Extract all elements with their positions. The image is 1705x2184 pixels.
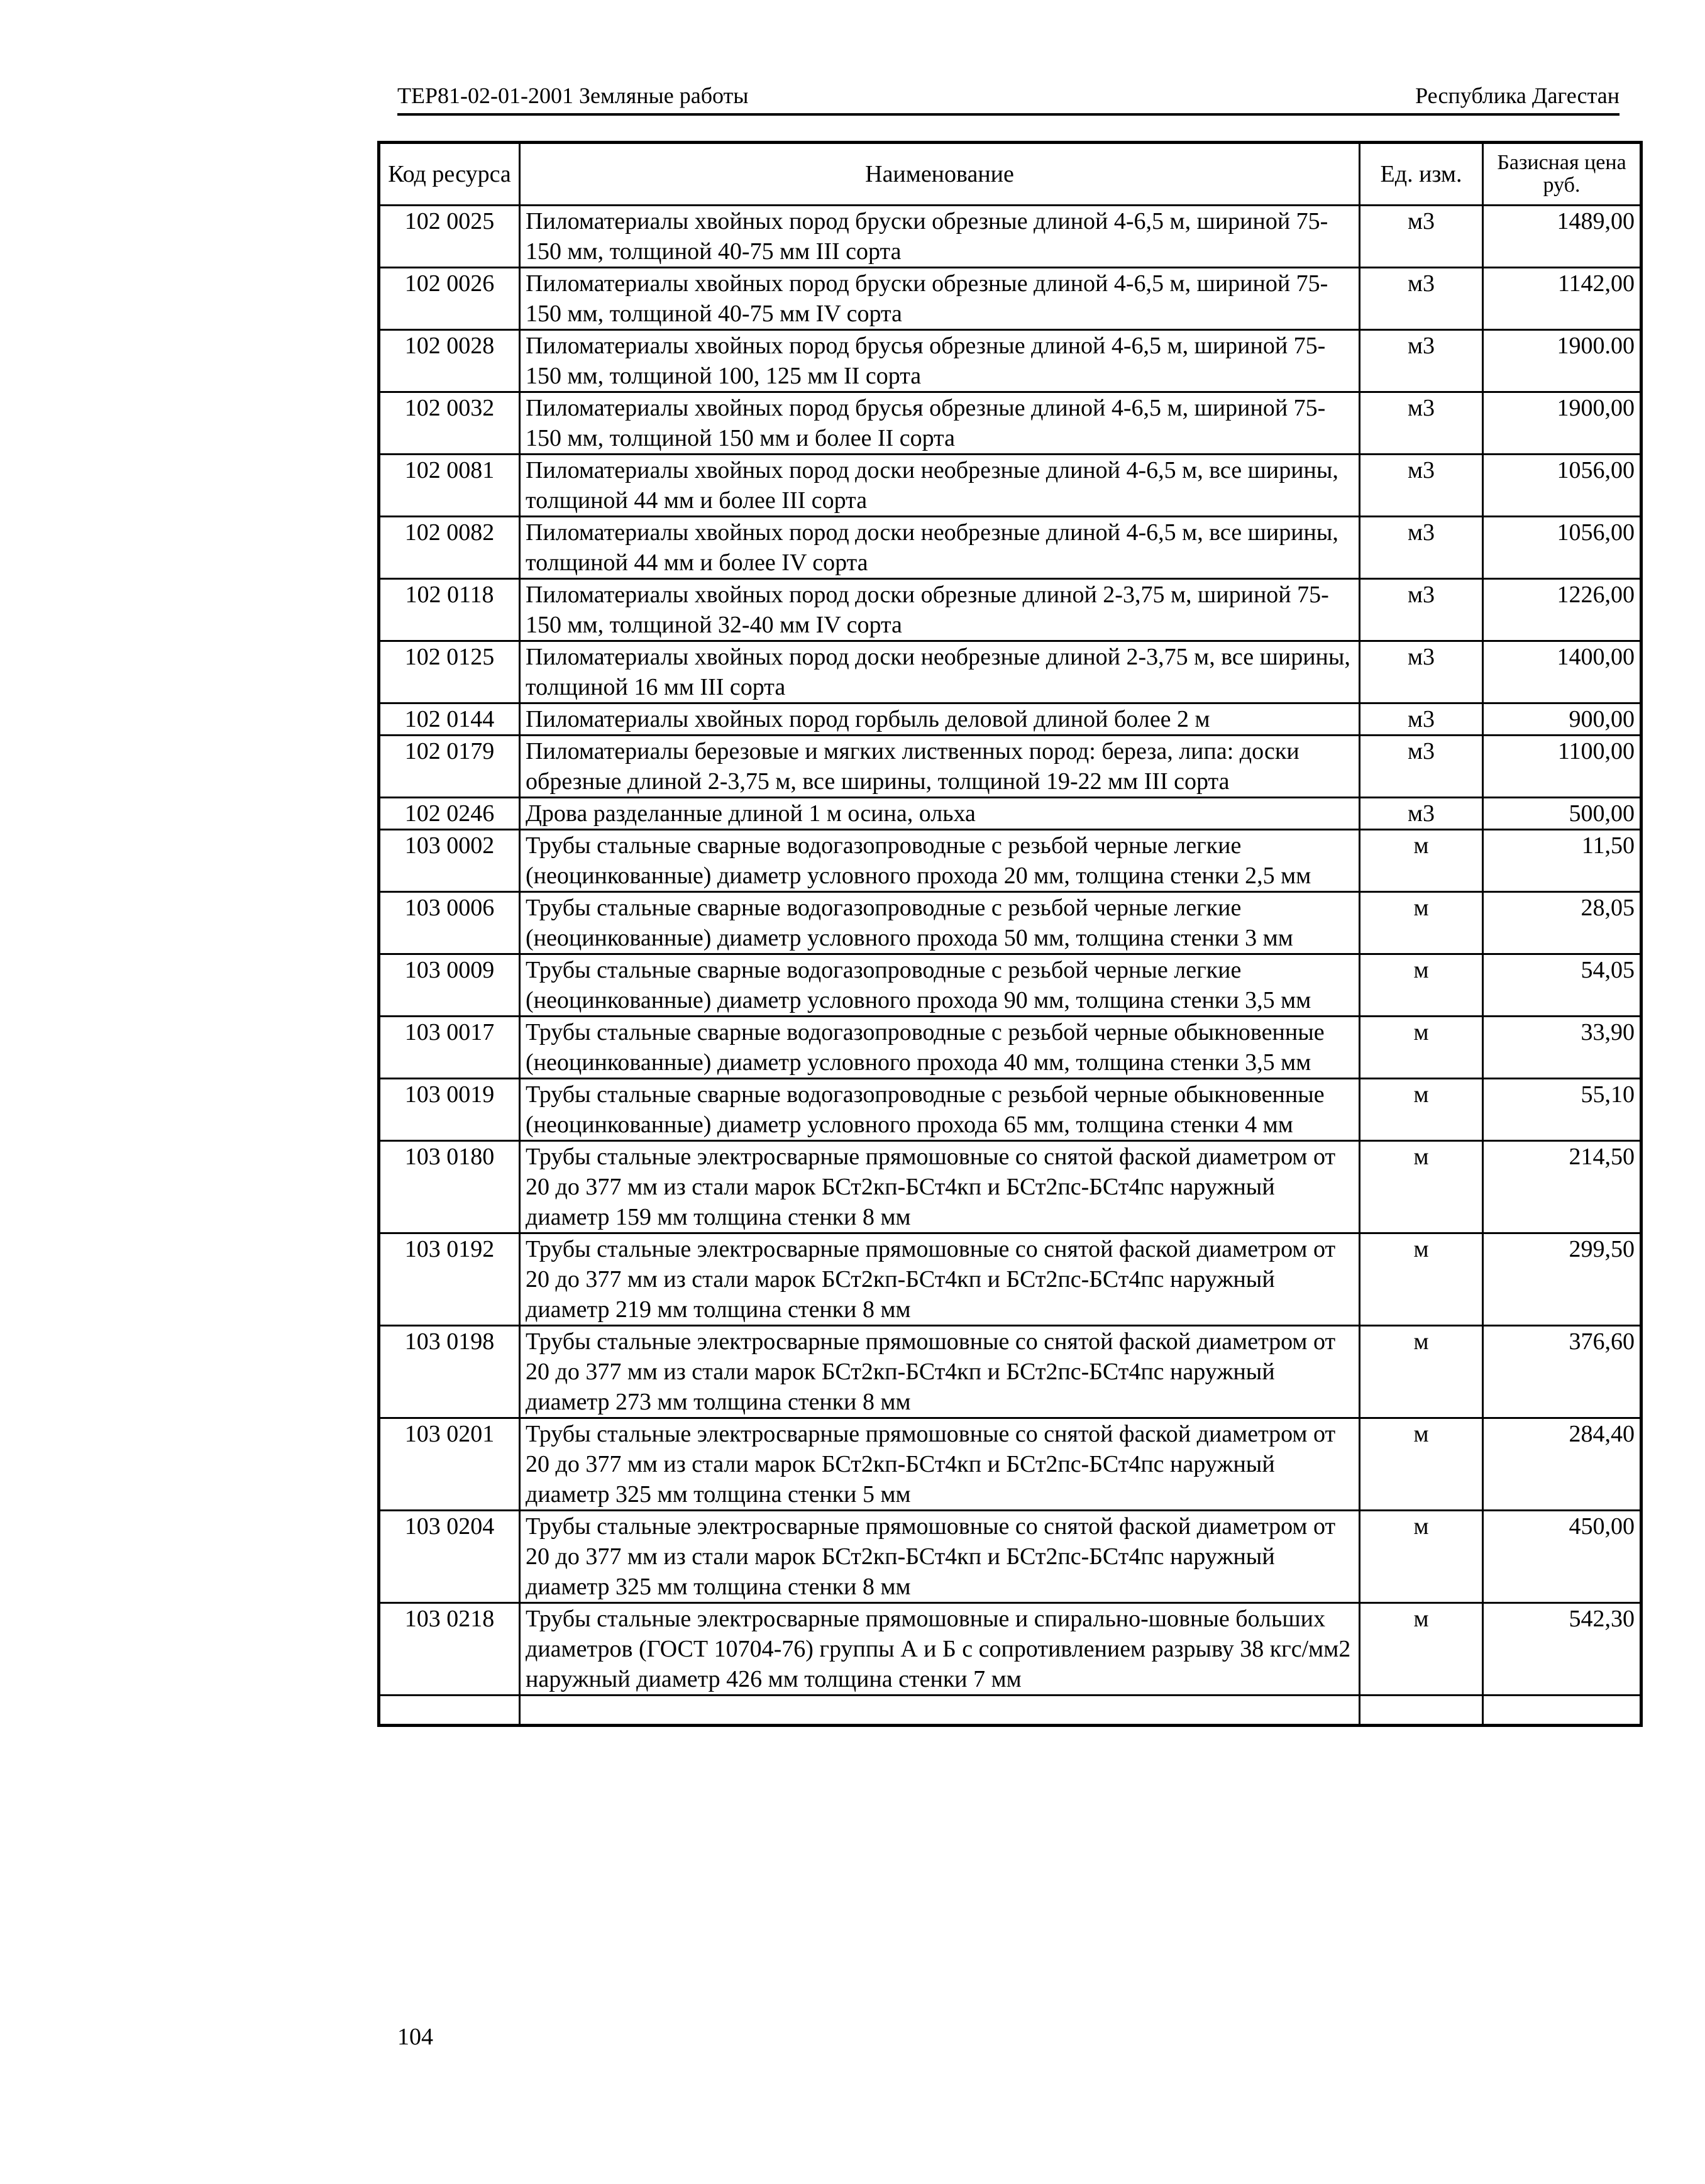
table-cell-code: 103 0218: [379, 1603, 520, 1696]
resource-price-table: [377, 141, 1643, 1727]
table-cell-name: Трубы стальные электросварные прямошовные и спирально-шовные больших диаметров (ГОСТ 10704-76) группы А и Б с сопротивлением разрыву 38 кгс/мм2 наружный диаметр 426 мм толщина стенки 7 мм: [520, 1603, 1360, 1696]
table-cell-name: Трубы стальные сварные водогазопроводные с резьбой черные легкие (неоцинкованные) диаметр условного прохода 90 мм, толщина стенки 3,5 мм: [520, 954, 1360, 1017]
table-row: [379, 206, 1642, 268]
table-cell-unit: м: [1360, 1326, 1483, 1418]
table-row: [379, 1511, 1642, 1603]
table-cell-code: 102 0028: [379, 330, 520, 392]
table-cell-code: [379, 1696, 520, 1726]
column-header-unit: Ед. изм.: [1360, 143, 1483, 206]
table-cell-code: 102 0026: [379, 268, 520, 330]
table-cell-name: Пиломатериалы хвойных пород доски обрезные длиной 2-3,75 м, шириной 75-150 мм, толщиной 32-40 мм IV сорта: [520, 579, 1360, 641]
table-cell-unit: м3: [1360, 517, 1483, 579]
page-header: [397, 78, 1619, 116]
table-cell-name: Пиломатериалы хвойных пород горбыль деловой длиной более 2 м: [520, 703, 1360, 736]
table-row: [379, 954, 1642, 1017]
table-cell-code: 103 0198: [379, 1326, 520, 1418]
column-header-price: Базисная цена руб.: [1483, 143, 1642, 206]
table-cell-code: 103 0201: [379, 1418, 520, 1511]
table-cell-code: 102 0081: [379, 455, 520, 517]
table-cell-price: 542,30: [1483, 1603, 1642, 1696]
table-cell-unit: м: [1360, 1511, 1483, 1603]
table-cell-name: [520, 1696, 1360, 1726]
table-cell-name: Пиломатериалы березовые и мягких лиственных пород: береза, липа: доски обрезные длиной 2-3,75 м, все ширины, толщиной 19-22 мм III сорта: [520, 736, 1360, 798]
region-title: Республика Дагестан: [1415, 83, 1619, 108]
table-row: [379, 703, 1642, 736]
table-cell-unit: м3: [1360, 268, 1483, 330]
page-number: 104: [397, 2024, 433, 2050]
table-cell-unit: [1360, 1696, 1483, 1726]
table-row: [379, 330, 1642, 392]
table-cell-unit: м: [1360, 1141, 1483, 1233]
table-cell-code: 102 0118: [379, 579, 520, 641]
table-cell-name: Дрова разделанные длиной 1 м осина, ольха: [520, 798, 1360, 830]
table-cell-unit: м3: [1360, 641, 1483, 703]
table-header-row: [379, 143, 1642, 206]
column-header-name: Наименование: [520, 143, 1360, 206]
table-cell-code: 103 0017: [379, 1017, 520, 1079]
table-cell-price: 284,40: [1483, 1418, 1642, 1511]
table-cell-price: 1900.00: [1483, 330, 1642, 392]
table-cell-price: 54,05: [1483, 954, 1642, 1017]
table-cell-unit: м: [1360, 1603, 1483, 1696]
table-cell-unit: м: [1360, 892, 1483, 954]
table-cell-code: 103 0019: [379, 1079, 520, 1141]
table-cell-code: 102 0246: [379, 798, 520, 830]
table-cell-name: Трубы стальные сварные водогазопроводные с резьбой черные легкие (неоцинкованные) диаметр условного прохода 20 мм, толщина стенки 2,5 мм: [520, 830, 1360, 892]
table-cell-code: 103 0180: [379, 1141, 520, 1233]
table-cell-unit: м: [1360, 954, 1483, 1017]
table-cell-price: 1142,00: [1483, 268, 1642, 330]
table-cell-price: 299,50: [1483, 1233, 1642, 1326]
table-row: [379, 517, 1642, 579]
table-row: [379, 641, 1642, 703]
table-cell-name: Пиломатериалы хвойных пород доски необрезные длиной 2-3,75 м, все ширины, толщиной 16 мм III сорта: [520, 641, 1360, 703]
table-cell-name: Трубы стальные электросварные прямошовные со снятой фаской диаметром от 20 до 377 мм из стали марок БСт2кп-БСт4кп и БСт2пс-БСт4пс наружный диаметр 159 мм толщина стенки 8 мм: [520, 1141, 1360, 1233]
table-cell-code: 102 0179: [379, 736, 520, 798]
table-cell-name: Трубы стальные электросварные прямошовные со снятой фаской диаметром от 20 до 377 мм из стали марок БСт2кп-БСт4кп и БСт2пс-БСт4пс наружный диаметр 273 мм толщина стенки 8 мм: [520, 1326, 1360, 1418]
table-cell-price: 450,00: [1483, 1511, 1642, 1603]
table-cell-unit: м3: [1360, 330, 1483, 392]
table-cell-unit: м3: [1360, 392, 1483, 455]
table-cell-code: 103 0002: [379, 830, 520, 892]
table-cell-unit: м: [1360, 1017, 1483, 1079]
table-cell-price: 1056,00: [1483, 517, 1642, 579]
table-cell-name: Пиломатериалы хвойных пород брусья обрезные длиной 4-6,5 м, шириной 75-150 мм, толщиной 100, 125 мм II сорта: [520, 330, 1360, 392]
table-cell-unit: м3: [1360, 798, 1483, 830]
table-cell-price: 1900,00: [1483, 392, 1642, 455]
table-cell-code: 102 0144: [379, 703, 520, 736]
table-row: [379, 1141, 1642, 1233]
table-cell-code: 102 0032: [379, 392, 520, 455]
table-cell-name: Пиломатериалы хвойных пород доски необрезные длиной 4-6,5 м, все ширины, толщиной 44 мм и более IV сорта: [520, 517, 1360, 579]
table-row: [379, 268, 1642, 330]
table-cell-code: 103 0006: [379, 892, 520, 954]
table-cell-unit: м: [1360, 1233, 1483, 1326]
table-cell-code: 102 0025: [379, 206, 520, 268]
column-header-code: Код ресурса: [379, 143, 520, 206]
table-row: [379, 736, 1642, 798]
table-row-empty: [379, 1696, 1642, 1726]
table-cell-price: 500,00: [1483, 798, 1642, 830]
table-cell-price: 900,00: [1483, 703, 1642, 736]
table-cell-unit: м3: [1360, 579, 1483, 641]
table-cell-name: Трубы стальные сварные водогазопроводные с резьбой черные легкие (неоцинкованные) диаметр условного прохода 50 мм, толщина стенки 3 мм: [520, 892, 1360, 954]
table-cell-unit: м3: [1360, 206, 1483, 268]
table-cell-price: 28,05: [1483, 892, 1642, 954]
table-row: [379, 392, 1642, 455]
table-cell-price: 55,10: [1483, 1079, 1642, 1141]
table-cell-name: Пиломатериалы хвойных пород бруски обрезные длиной 4-6,5 м, шириной 75-150 мм, толщиной 40-75 мм IV сорта: [520, 268, 1360, 330]
table-cell-code: 103 0204: [379, 1511, 520, 1603]
table-cell-price: 1400,00: [1483, 641, 1642, 703]
table-cell-name: Трубы стальные сварные водогазопроводные с резьбой черные обыкновенные (неоцинкованные) диаметр условного прохода 40 мм, толщина стенки 3,5 мм: [520, 1017, 1360, 1079]
table-cell-price: 376,60: [1483, 1326, 1642, 1418]
table-cell-unit: м3: [1360, 703, 1483, 736]
table-cell-unit: м3: [1360, 455, 1483, 517]
table-cell-price: 33,90: [1483, 1017, 1642, 1079]
table-cell-code: 103 0009: [379, 954, 520, 1017]
table-cell-name: Пиломатериалы хвойных пород бруски обрезные длиной 4-6,5 м, шириной 75-150 мм, толщиной 40-75 мм III сорта: [520, 206, 1360, 268]
table-cell-code: 103 0192: [379, 1233, 520, 1326]
table-row: [379, 830, 1642, 892]
table-cell-price: 11,50: [1483, 830, 1642, 892]
table-row: [379, 892, 1642, 954]
table-cell-name: Трубы стальные электросварные прямошовные со снятой фаской диаметром от 20 до 377 мм из стали марок БСт2кп-БСт4кп и БСт2пс-БСт4пс наружный диаметр 325 мм толщина стенки 8 мм: [520, 1511, 1360, 1603]
table-cell-unit: м: [1360, 1079, 1483, 1141]
table-cell-code: 102 0082: [379, 517, 520, 579]
table-row: [379, 579, 1642, 641]
document-title: ТЕР81-02-01-2001 Земляные работы: [397, 83, 749, 108]
table-cell-price: 1226,00: [1483, 579, 1642, 641]
table-row: [379, 1079, 1642, 1141]
table-cell-price: [1483, 1696, 1642, 1726]
table-cell-name: Трубы стальные электросварные прямошовные со снятой фаской диаметром от 20 до 377 мм из стали марок БСт2кп-БСт4кп и БСт2пс-БСт4пс наружный диаметр 325 мм толщина стенки 5 мм: [520, 1418, 1360, 1511]
table-row: [379, 798, 1642, 830]
table-cell-name: Пиломатериалы хвойных пород доски необрезные длиной 4-6,5 м, все ширины, толщиной 44 мм и более III сорта: [520, 455, 1360, 517]
table-body: [379, 206, 1642, 1726]
table-cell-unit: м: [1360, 830, 1483, 892]
table-row: [379, 1603, 1642, 1696]
table-cell-code: 102 0125: [379, 641, 520, 703]
table-cell-name: Трубы стальные электросварные прямошовные со снятой фаской диаметром от 20 до 377 мм из стали марок БСт2кп-БСт4кп и БСт2пс-БСт4пс наружный диаметр 219 мм толщина стенки 8 мм: [520, 1233, 1360, 1326]
table-cell-price: 214,50: [1483, 1141, 1642, 1233]
table-row: [379, 455, 1642, 517]
table-cell-unit: м: [1360, 1418, 1483, 1511]
table-cell-unit: м3: [1360, 736, 1483, 798]
table-row: [379, 1418, 1642, 1511]
table-cell-price: 1056,00: [1483, 455, 1642, 517]
table-cell-price: 1489,00: [1483, 206, 1642, 268]
table-row: [379, 1233, 1642, 1326]
table-row: [379, 1017, 1642, 1079]
table-cell-name: Трубы стальные сварные водогазопроводные с резьбой черные обыкновенные (неоцинкованные) диаметр условного прохода 65 мм, толщина стенки 4 мм: [520, 1079, 1360, 1141]
table-row: [379, 1326, 1642, 1418]
table-cell-price: 1100,00: [1483, 736, 1642, 798]
table-cell-name: Пиломатериалы хвойных пород брусья обрезные длиной 4-6,5 м, шириной 75-150 мм, толщиной 150 мм и более II сорта: [520, 392, 1360, 455]
